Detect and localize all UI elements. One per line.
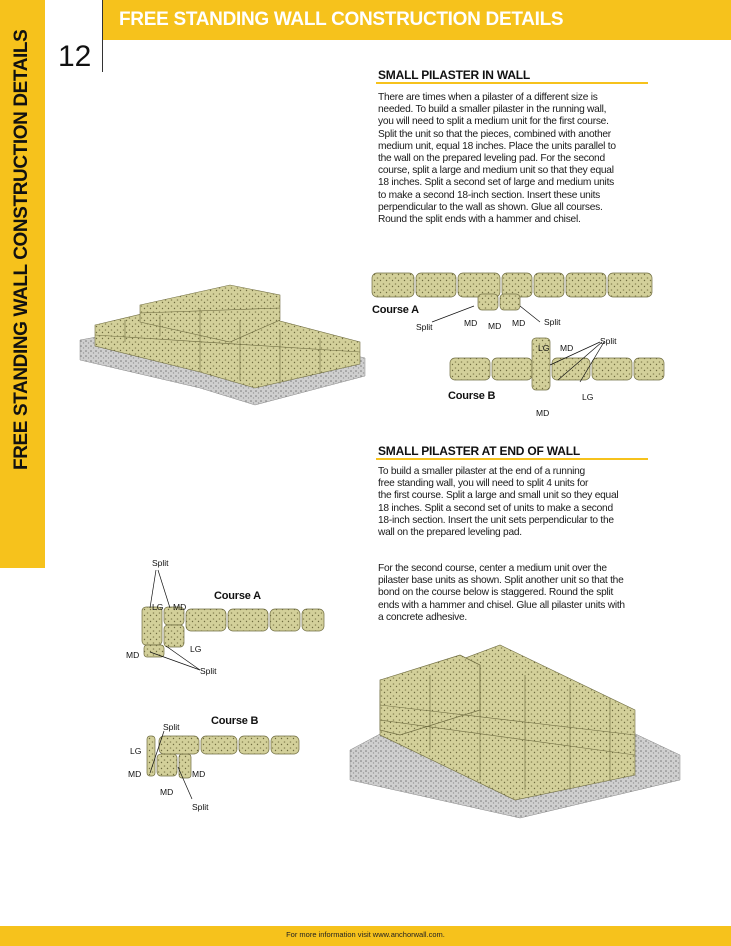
label-md-bottom-b: MD (160, 787, 174, 797)
label-md-2: MD (488, 321, 502, 331)
course-b-label-1: Course B (448, 390, 496, 402)
section1-underline (376, 82, 648, 84)
label-lg-a: LG (152, 602, 164, 612)
plan-diagram-small-pilaster (370, 270, 670, 420)
course-a-label-1: Course A (372, 304, 419, 316)
label-md-left-b: MD (128, 769, 142, 779)
header-bar (103, 0, 731, 40)
leader-lines-a (120, 560, 230, 680)
label-md-3: MD (512, 318, 526, 328)
label-split-b: Split (600, 336, 617, 346)
side-bar (0, 0, 45, 568)
label-lg-b: LG (538, 343, 550, 353)
wall-pilaster-illustration (80, 280, 365, 410)
section1-heading: SMALL PILASTER IN WALL (378, 68, 531, 82)
section2-body-2: For the second course, center a medium unit over the pilaster base units as shown. Split another unit so that the bond on the course below is staggered. Round the split ends with a hammer and chisel. Glue all pilaster units with a concrete adhesive. (378, 563, 625, 623)
course-b-label-2: Course B (211, 715, 259, 727)
header-divider (102, 0, 103, 72)
course-a-label-2: Course A (214, 590, 261, 602)
label-md-b2: MD (536, 408, 550, 418)
page-number: 12 (58, 40, 92, 73)
footer-text: For more information visit www.anchorwall.com. (286, 930, 445, 939)
label-split-right: Split (544, 317, 561, 327)
label-md-1: MD (464, 318, 478, 328)
side-title: FREE STANDING WALL CONSTRUCTION DETAILS (11, 29, 32, 470)
label-lg-b2: LG (582, 392, 594, 402)
label-md-right-b: MD (192, 769, 206, 779)
page-title: FREE STANDING WALL CONSTRUCTION DETAILS (119, 9, 564, 30)
label-split-left: Split (416, 322, 433, 332)
label-md-left-a: MD (126, 650, 140, 660)
label-md-b: MD (560, 343, 574, 353)
label-split-bottom-a: Split (200, 666, 217, 676)
label-md-a: MD (173, 602, 187, 612)
section2-underline (376, 458, 648, 460)
label-lg-b-end: LG (130, 746, 142, 756)
label-split-top-b: Split (163, 722, 180, 732)
section1-body: There are times when a pilaster of a different size is needed. To build a smaller pilaster in the running wall, you will need to split a medium unit for the first course. Split the unit so that the pieces, combined with another medium unit, equal 18 inches. Place the units parallel to the wall on the prepared leveling pad. For the second course, split a large and medium unit so that they equal 18 inches. Split a second set of large and medium units to make a second 18-inch section. Insert these units perpendicular to the wall as shown. Glue all courses. Round the split ends with a hammer and chisel. (378, 92, 616, 226)
label-split-bottom-b: Split (192, 802, 209, 812)
label-split-top-a: Split (152, 558, 169, 568)
section2-heading: SMALL PILASTER AT END OF WALL (378, 444, 580, 458)
footer-bar (0, 926, 731, 946)
section2-body-1: To build a smaller pilaster at the end of a running free standing wall, you will need to split 4 units for the first course. Split a large and small unit so they equal 18 inches. Split a second set of units to make a second 18-inch section. Insert the unit sets perpendicular to the wall on the prepared leveling pad. (378, 466, 619, 539)
label-lg-right-a: LG (190, 644, 202, 654)
wall-end-pilaster-illustration (350, 640, 680, 820)
